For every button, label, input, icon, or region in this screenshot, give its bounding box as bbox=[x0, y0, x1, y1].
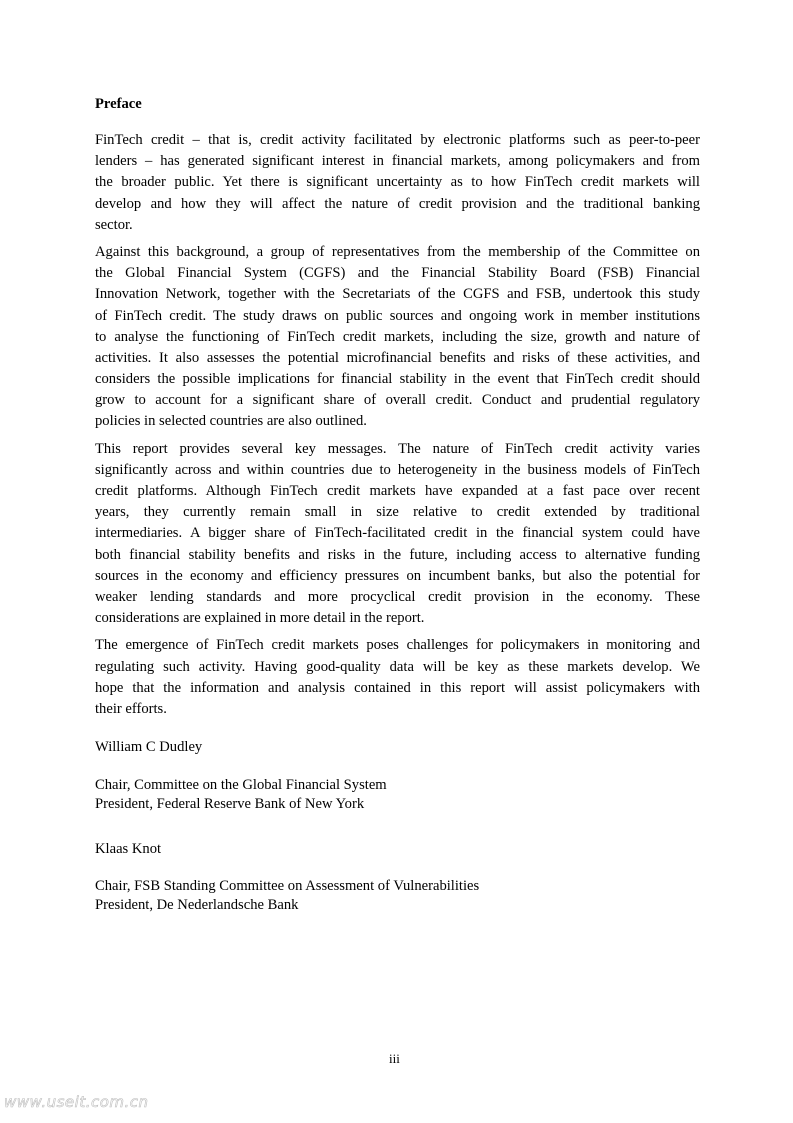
text-line: weaker lending standards and more procyclical credit provision in the economy. These bbox=[95, 588, 700, 605]
page-number: iii bbox=[389, 1051, 400, 1066]
text-line: significantly across and within countries due to heterogeneity in the business models of FinTech bbox=[95, 461, 700, 478]
text-line: of FinTech credit. The study draws on public sources and ongoing work in member institutions bbox=[95, 307, 700, 324]
text-line: the broader public. Yet there is significant uncertainty as to how FinTech credit markets will bbox=[95, 174, 700, 191]
text-line: lenders – has generated significant interest in financial markets, among policymakers and from bbox=[95, 153, 700, 170]
text-line: Innovation Network, together with the Secretariats of the CGFS and FSB, undertook this study bbox=[95, 286, 700, 303]
text-line: FinTech credit – that is, credit activity facilitated by electronic platforms such as peer-to-peer bbox=[95, 132, 700, 148]
signatory-role: Chair, FSB Standing Committee on Assessment of Vulnerabilities bbox=[95, 878, 480, 894]
text-line: policies in selected countries are also outlined. bbox=[95, 413, 367, 430]
text-line: develop and how they will affect the nature of credit provision and the traditional banking bbox=[95, 195, 700, 212]
paragraph bbox=[95, 439, 700, 630]
text-line: This report provides several key messages. The nature of FinTech credit activity varies bbox=[95, 440, 700, 457]
text-line: sector. bbox=[95, 216, 133, 233]
text-line: hope that the information and analysis contained in this report will assist policymakers with bbox=[95, 679, 700, 696]
paragraph bbox=[95, 130, 700, 236]
paragraph bbox=[95, 242, 700, 433]
text-line: their efforts. bbox=[95, 700, 167, 717]
text-line: the Global Financial System (CGFS) and the Financial Stability Board (FSB) Financial bbox=[95, 265, 700, 282]
text-line: The emergence of FinTech credit markets poses challenges for policymakers in monitoring and bbox=[95, 637, 700, 654]
signatory-name: Klaas Knot bbox=[95, 841, 162, 857]
signatory-role: President, Federal Reserve Bank of New York bbox=[95, 796, 365, 812]
text-line: considers the possible implications for financial stability in the event that FinTech credit should bbox=[95, 371, 700, 388]
signatory-name: William C Dudley bbox=[95, 739, 203, 755]
text-line: considerations are explained in more detail in the report. bbox=[95, 610, 425, 627]
text-line: activities. It also assesses the potential microfinancial benefits and risks of these activities, and bbox=[95, 349, 700, 366]
watermark: www.useit.com.cn bbox=[4, 1093, 149, 1111]
text-line: to analyse the functioning of FinTech credit markets, including the size, growth and nature of bbox=[95, 328, 700, 345]
text-line: Against this background, a group of representatives from the membership of the Committee on bbox=[95, 243, 700, 260]
text-line: both financial stability benefits and risks in the future, including access to alternative funding bbox=[95, 546, 700, 563]
text-line: regulating such activity. Having good-quality data will be key as these markets develop. We bbox=[95, 658, 700, 675]
text-line: sources in the economy and efficiency pressures on incumbent banks, but also the potential for bbox=[95, 567, 700, 584]
signatory-role: President, De Nederlandsche Bank bbox=[95, 897, 299, 913]
text-line: intermediaries. A bigger share of FinTech-facilitated credit in the financial system could have bbox=[95, 525, 700, 542]
text-line: years, they currently remain small in size relative to credit extended by traditional bbox=[95, 504, 700, 521]
signatory-role: Chair, Committee on the Global Financial System bbox=[95, 777, 387, 793]
paragraph bbox=[95, 635, 700, 720]
preface-heading: Preface bbox=[95, 96, 142, 112]
text-line: grow to account for a significant share of overall credit. Conduct and prudential regulatory bbox=[95, 392, 700, 409]
preface-body bbox=[95, 130, 700, 726]
text-line: credit platforms. Although FinTech credit markets have expanded at a fast pace over recent bbox=[95, 483, 700, 499]
